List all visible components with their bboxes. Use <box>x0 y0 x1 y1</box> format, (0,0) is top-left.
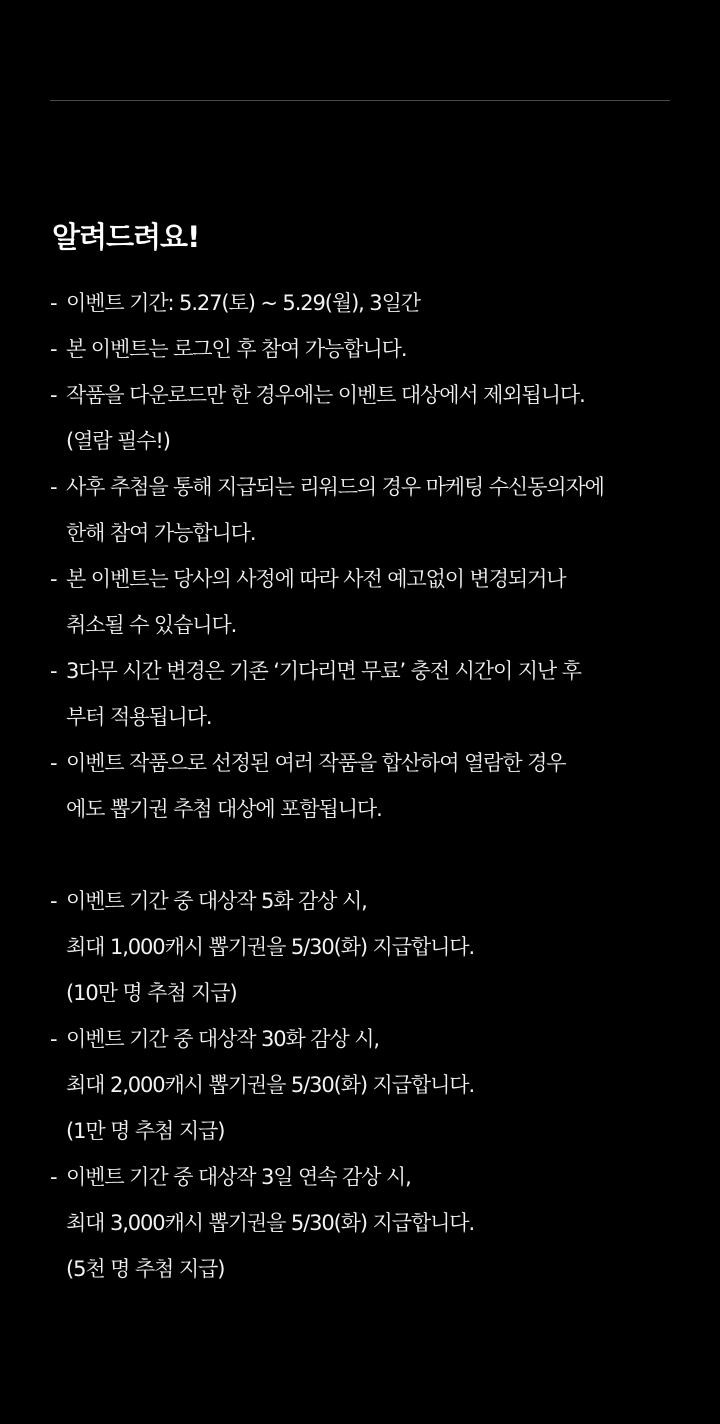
notice-title: 알려드려요! <box>52 220 200 254</box>
notice-line: 부터 적용됩니다. <box>66 705 212 729</box>
bullet-dash: - <box>50 337 57 361</box>
notice-line: 3다무 시간 변경은 기존 ‘기다리면 무료’ 충전 시간이 지난 후 <box>66 659 581 683</box>
notice-line: (5천 명 추첨 지급) <box>66 1257 225 1281</box>
notice-item-marketing-consent <box>50 464 690 556</box>
bullet-dash: - <box>50 751 57 775</box>
notice-line: 사후 추첨을 통해 지급되는 리워드의 경우 마케팅 수신동의자에 <box>66 475 604 499</box>
bullet-dash: - <box>50 659 57 683</box>
notice-line: 이벤트 기간: 5.27(토) ~ 5.29(월), 3일간 <box>66 291 420 315</box>
notice-line: 이벤트 기간 중 대상작 5화 감상 시, <box>66 889 367 913</box>
notice-line: 이벤트 기간 중 대상작 3일 연속 감상 시, <box>66 1165 411 1189</box>
notice-line: 최대 2,000캐시 뽑기권을 5/30(화) 지급합니다. <box>66 1073 475 1097</box>
notice-line: 이벤트 기간 중 대상작 30화 감상 시, <box>66 1027 379 1051</box>
bullet-dash: - <box>50 567 57 591</box>
notice-line: 작품을 다운로드만 한 경우에는 이벤트 대상에서 제외됩니다. <box>66 383 585 407</box>
notice-item-time-change <box>50 648 690 740</box>
notice-line: 본 이벤트는 로그인 후 참여 가능합니다. <box>66 337 407 361</box>
notice-line: (열람 필수!) <box>66 429 170 453</box>
bullet-dash: - <box>50 383 57 407</box>
notice-line: 에도 뽑기권 추첨 대상에 포함됩니다. <box>66 797 382 821</box>
notice-item-download-excluded <box>50 372 690 464</box>
notice-line: 한해 참여 가능합니다. <box>66 521 256 545</box>
notice-item-reward-3-days <box>50 1154 690 1292</box>
notice-item-reward-30-episodes <box>50 1016 690 1154</box>
bullet-dash: - <box>50 1165 57 1189</box>
notice-item-combined-reading <box>50 740 690 832</box>
notice-item-login-required <box>50 326 690 372</box>
bullet-dash: - <box>50 889 57 913</box>
notice-line: 최대 3,000캐시 뽑기권을 5/30(화) 지급합니다. <box>66 1211 475 1235</box>
notice-item-reward-5-episodes <box>50 878 690 1016</box>
bullet-dash: - <box>50 1027 57 1051</box>
top-divider <box>50 100 670 101</box>
notice-line: 최대 1,000캐시 뽑기권을 5/30(화) 지급합니다. <box>66 935 475 959</box>
notice-line: (1만 명 추첨 지급) <box>66 1119 225 1143</box>
notice-line: (10만 명 추첨 지급) <box>66 981 237 1005</box>
notice-line: 취소될 수 있습니다. <box>66 613 237 637</box>
notice-item-change-notice <box>50 556 690 648</box>
notice-list <box>50 280 690 1292</box>
bullet-dash: - <box>50 291 57 315</box>
notice-line: 본 이벤트는 당사의 사정에 따라 사전 예고없이 변경되거나 <box>66 567 566 591</box>
bullet-dash: - <box>50 475 57 499</box>
notice-item-event-period <box>50 280 690 326</box>
notice-line: 이벤트 작품으로 선정된 여러 작품을 합산하여 열람한 경우 <box>66 751 566 775</box>
